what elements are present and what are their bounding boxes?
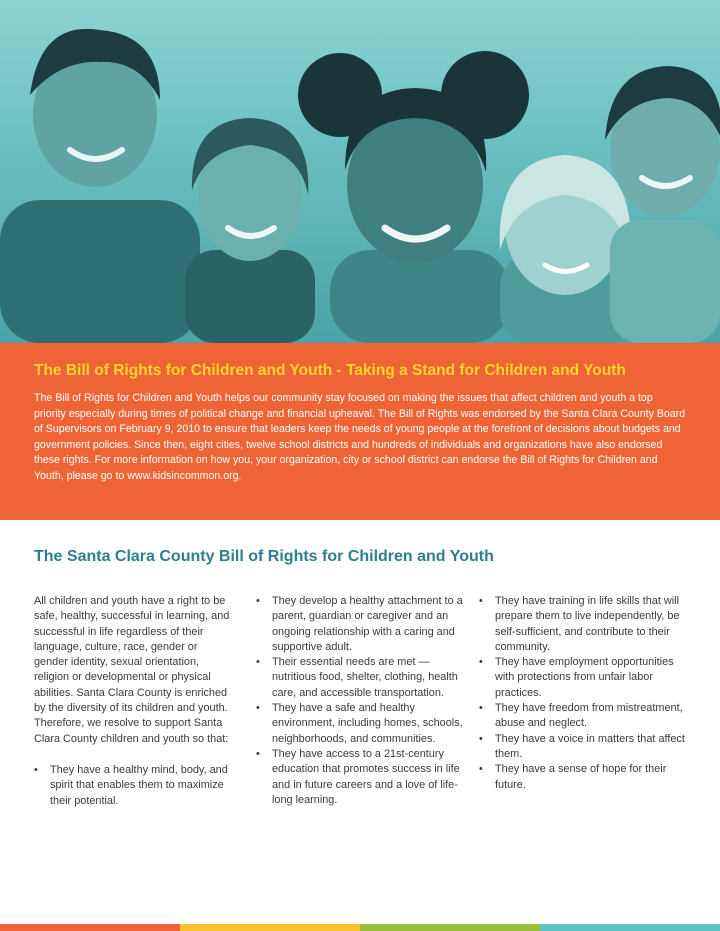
list-item: • They have a sense of hope for their future. (479, 762, 689, 793)
children-photo-illustration (0, 0, 720, 343)
rights-list-3 (479, 594, 689, 793)
section-title: The Santa Clara County Bill of Rights for Children and Youth (34, 548, 494, 565)
footer-segment (180, 924, 360, 931)
list-item: • They have a healthy mind, body, and spirit that enables them to maximize their potential. (34, 763, 234, 809)
child-figure (185, 118, 315, 343)
footer-segment (360, 924, 540, 931)
list-item: • They have training in life skills that will prepare them to live independently, be self-sufficient, and contribute to their community. (479, 594, 689, 655)
column-2 (256, 594, 468, 808)
list-item: • They have freedom from mistreatment, abuse and neglect. (479, 701, 689, 732)
list-item: • They have employment opportunities with protections from unfair labor practices. (479, 655, 689, 701)
list-item: • Their essential needs are met — nutritious food, shelter, clothing, health care, and accessible transportation. (256, 655, 468, 701)
column-3 (479, 594, 689, 793)
column-1 (34, 594, 234, 809)
rights-list-2 (256, 594, 468, 808)
rights-list-1 (34, 763, 234, 809)
list-item: • They develop a healthy attachment to a parent, guardian or caregiver and an ongoing relationship with a caring and supportive adult. (256, 594, 468, 655)
footer-segment (0, 924, 180, 931)
child-figure (298, 51, 529, 343)
intro-banner (0, 343, 720, 520)
intro-paragraph: All children and youth have a right to be safe, healthy, successful in learning, and successful in life regardless of their language, culture, race, gender or gender identity, sexual orientation, religion or developmental or physical abilities. Santa Clara County is enriched by the diversity of its children and youth. Therefore, we resolve to support Santa Clara County children and youth so that: (34, 595, 230, 745)
footer-color-bar (0, 924, 720, 931)
footer-segment (540, 924, 720, 931)
banner-body: The Bill of Rights for Children and Youth helps our community stay focused on making the issues that affect children and youth a top priority especially during times of political change and financial upheaval. The Bill of Rights was endorsed by the Santa Clara County Board of Supervisors on February 9, 2010 to ensure that leaders keep the needs of young people at the forefront of decisions about budgets and government policies. Since then, eight cities, twelve school districts and hundreds of individuals and organizations have also endorsed these rights. For more information on how you, your organization, city or school district can endorse the Bill of Rights for Children and Youth, please go to www.kidsincommon.org. (34, 392, 686, 482)
list-item: • They have access to a 21st-century education that promotes success in life and in future careers and a love of life-long learning. (256, 747, 468, 808)
banner-title: The Bill of Rights for Children and Youth - Taking a Stand for Children and Youth (34, 362, 626, 379)
hero-photo (0, 0, 720, 343)
child-figure (0, 29, 200, 343)
list-item: • They have a safe and healthy environment, including homes, schools, neighborhoods, and communities. (256, 701, 468, 747)
list-item: • They have a voice in matters that affect them. (479, 732, 689, 763)
